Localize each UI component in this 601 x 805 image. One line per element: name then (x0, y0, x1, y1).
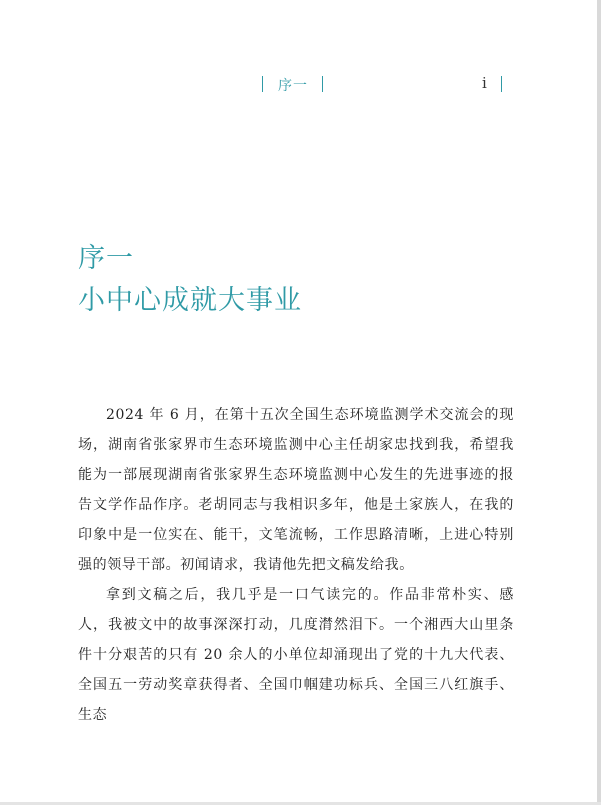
paragraph: 拿到文稿之后，我几乎是一口气读完的。作品非常朴实、感人，我被文中的故事深深打动，几度潸然泪下。一个湘西大山里条件十分艰苦的只有 20 余人的小单位却涌现出了党的十九大代表、全国五一劳动奖章获得者、全国巾帼建功标兵、全国三八红旗手、生态 (78, 587, 514, 723)
chapter-title: 小中心成就大事业 (78, 285, 302, 316)
page-edge (597, 0, 601, 805)
header-divider-left (262, 76, 263, 92)
header-page-number: i (482, 74, 487, 92)
chapter-heading (78, 238, 302, 322)
body-text (78, 400, 514, 730)
header-divider-middle (322, 76, 323, 92)
paragraph: 2024 年 6 月，在第十五次全国生态环境监测学术交流会的现场，湖南省张家界市生态环境监测中心主任胡家忠找到我，希望我能为一部展现湖南省张家界生态环境监测中心发生的先进事迹的报告文学作品作序。老胡同志与我相识多年，他是土家族人，在我的印象中是一位实在、能干，文笔流畅，工作思路清晰，上进心特别强的领导干部。初闻请求，我请他先把文稿发给我。 (78, 407, 514, 573)
chapter-label: 序一 (78, 243, 134, 274)
header-divider-right (501, 76, 502, 92)
header-section-title: 序一 (278, 78, 308, 94)
running-header (0, 74, 601, 96)
